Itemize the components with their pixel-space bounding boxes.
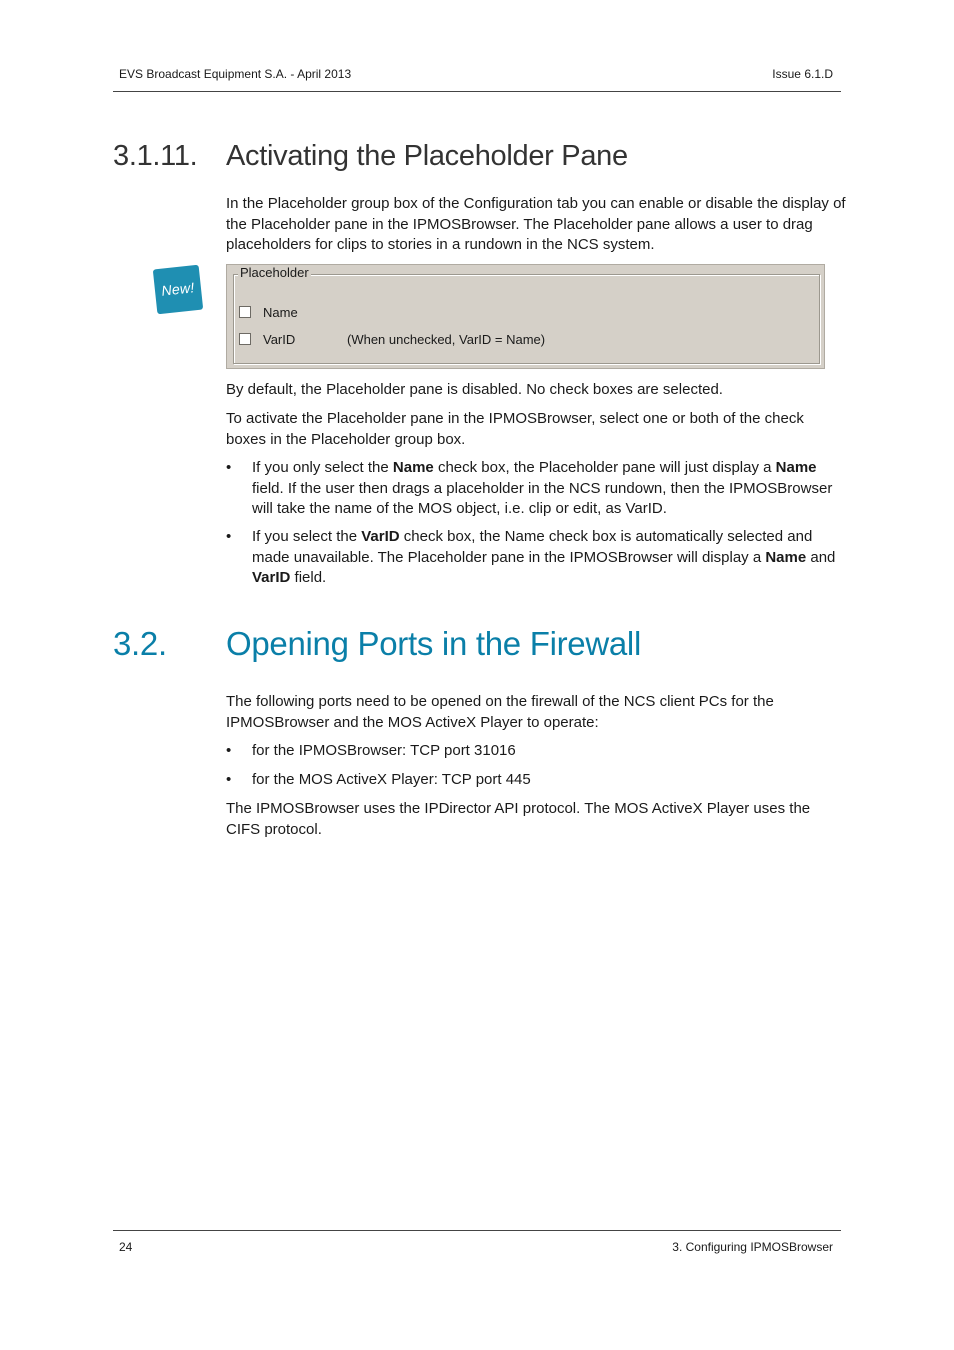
section-number: 3.2. bbox=[113, 625, 167, 662]
ports-intro-paragraph: The following ports need to be opened on the firewall of the NCS client PCs for the IPMOSBrowser and the MOS ActiveX Player to operate: bbox=[226, 693, 774, 731]
section-title: Opening Ports in the Firewall bbox=[226, 625, 641, 662]
page-number: 24 bbox=[119, 1240, 133, 1254]
bullet-marker: • bbox=[226, 528, 232, 545]
bullet-text: for the IPMOSBrowser: TCP port 31016 bbox=[252, 742, 516, 759]
bullet-text: for the MOS ActiveX Player: TCP port 445 bbox=[252, 771, 531, 788]
bullet-marker: • bbox=[226, 742, 232, 759]
intro-paragraph: In the Placeholder group box of the Configuration tab you can enable or disable the display of the Placeholder pane in the IPMOSBrowser. The Placeholder pane allows a user to drag placeholders for clips to stories in a rundown in the NCS system. bbox=[226, 195, 846, 254]
varid-hint: (When unchecked, VarID = Name) bbox=[347, 332, 546, 347]
section-number: 3.1.11. bbox=[113, 140, 198, 172]
default-paragraph: By default, the Placeholder pane is disabled. No check boxes are selected. bbox=[226, 381, 723, 398]
page-footer bbox=[113, 1230, 841, 1254]
groupbox-legend: Placeholder bbox=[240, 265, 309, 280]
groupbox-frame bbox=[233, 274, 820, 364]
bullet-text: If you only select the Name check box, the Placeholder pane will just display a Name field. If the user then drags a placeholder in the NCS rundown, then the IPMOSBrowser will take the name of the MOS object, i.e. clip or edit, as VarID. bbox=[252, 459, 833, 518]
name-checkbox[interactable] bbox=[239, 306, 251, 318]
activate-paragraph: To activate the Placeholder pane in the IPMOSBrowser, select one or both of the check boxes in the Placeholder group box. bbox=[226, 410, 804, 448]
name-checkbox-label: Name bbox=[263, 305, 298, 320]
bullet-text: If you select the VarID check box, the Name check box is automatically selected and made unavailable. The Placeholder pane in the IPMOSBrowser will display a Name and VarID field. bbox=[252, 528, 836, 587]
new-badge: New! bbox=[153, 265, 203, 315]
section-title: Activating the Placeholder Pane bbox=[226, 140, 628, 172]
bullet-marker: • bbox=[226, 771, 232, 788]
varid-checkbox[interactable] bbox=[239, 333, 251, 345]
protocol-paragraph: The IPMOSBrowser uses the IPDirector API protocol. The MOS ActiveX Player uses the CIFS protocol. bbox=[226, 800, 811, 838]
header-company-date: EVS Broadcast Equipment S.A. - April 2013 bbox=[119, 67, 352, 81]
bullet-marker: • bbox=[226, 459, 232, 476]
footer-chapter: 3. Configuring IPMOSBrowser bbox=[672, 1240, 833, 1254]
page-header bbox=[113, 64, 841, 92]
header-issue: Issue 6.1.D bbox=[772, 67, 833, 81]
placeholder-groupbox-screenshot bbox=[226, 264, 825, 369]
varid-checkbox-label: VarID bbox=[263, 332, 296, 347]
